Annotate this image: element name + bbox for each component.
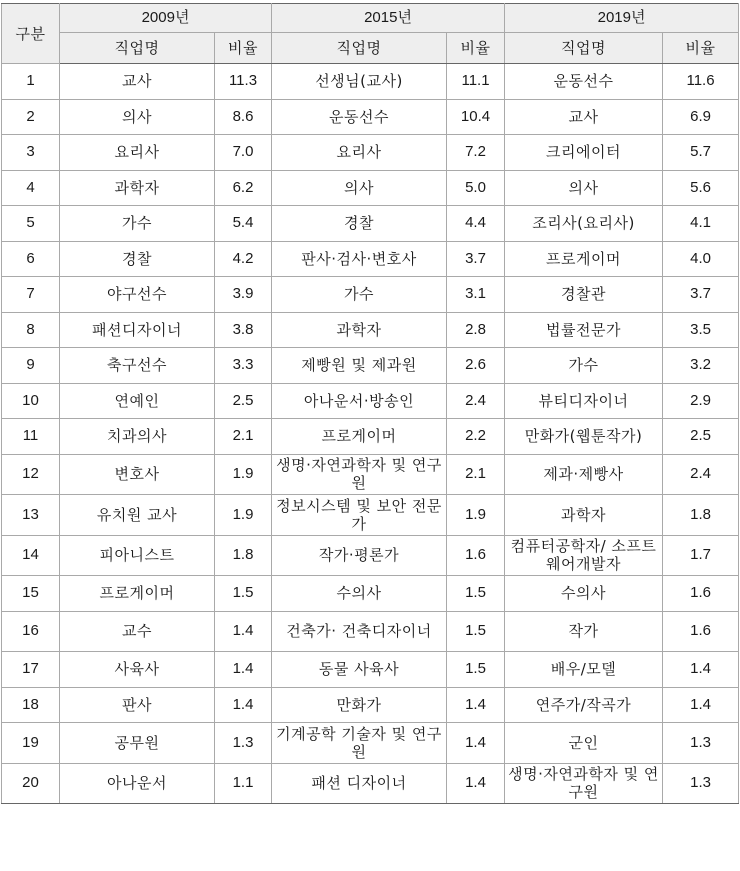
job-header-2015: 직업명 [272,33,447,64]
ratio-cell-2015: 1.6 [447,535,505,576]
ratio-cell-2009: 1.9 [215,454,272,495]
ratio-cell-2019: 1.4 [663,652,739,688]
table-row [2,277,739,313]
table-row [2,454,739,495]
job-cell-2015: 운동선수 [272,99,447,135]
table-row [2,576,739,612]
table-row [2,99,739,135]
job-cell-2015: 만화가 [272,687,447,723]
ratio-cell-2015: 5.0 [447,170,505,206]
job-cell-2019: 법률전문가 [505,312,663,348]
ratio-cell-2009: 2.5 [215,383,272,419]
ratio-cell-2019: 1.3 [663,723,739,764]
ratio-cell-2015: 1.4 [447,687,505,723]
ratio-cell-2009: 11.3 [215,64,272,100]
table-row [2,64,739,100]
job-cell-2019: 군인 [505,723,663,764]
rank-cell: 20 [2,763,60,804]
ratio-cell-2009: 3.8 [215,312,272,348]
rank-cell: 5 [2,206,60,242]
job-cell-2019: 프로게이머 [505,241,663,277]
ratio-cell-2019: 2.5 [663,419,739,455]
ratio-cell-2015: 2.4 [447,383,505,419]
table-row [2,383,739,419]
job-cell-2019: 운동선수 [505,64,663,100]
job-cell-2009: 프로게이머 [60,576,215,612]
year-header-2019: 2019년 [505,4,739,33]
table-row [2,312,739,348]
rank-cell: 15 [2,576,60,612]
job-cell-2015: 제빵원 및 제과원 [272,348,447,384]
table-row [2,495,739,536]
job-cell-2019: 수의사 [505,576,663,612]
job-cell-2019: 컴퓨터공학자/ 소프트웨어개발자 [505,535,663,576]
rank-cell: 10 [2,383,60,419]
ratio-cell-2019: 2.9 [663,383,739,419]
year-header-2009: 2009년 [60,4,272,33]
job-cell-2015: 프로게이머 [272,419,447,455]
ratio-cell-2009: 1.4 [215,611,272,652]
job-cell-2009: 변호사 [60,454,215,495]
job-cell-2009: 교사 [60,64,215,100]
job-header-2019: 직업명 [505,33,663,64]
job-cell-2009: 치과의사 [60,419,215,455]
ratio-cell-2019: 5.6 [663,170,739,206]
job-cell-2009: 피아니스트 [60,535,215,576]
category-header: 구분 [2,4,60,64]
job-cell-2019: 제과·제빵사 [505,454,663,495]
table-row [2,206,739,242]
job-cell-2019: 배우/모델 [505,652,663,688]
ratio-cell-2015: 1.9 [447,495,505,536]
ratio-cell-2019: 6.9 [663,99,739,135]
ratio-cell-2015: 3.1 [447,277,505,313]
ratio-cell-2015: 2.6 [447,348,505,384]
rank-cell: 6 [2,241,60,277]
table-row [2,687,739,723]
ratio-cell-2019: 1.4 [663,687,739,723]
ratio-cell-2019: 5.7 [663,135,739,171]
ratio-cell-2009: 1.1 [215,763,272,804]
ratio-cell-2009: 1.5 [215,576,272,612]
rank-cell: 3 [2,135,60,171]
table-header [2,4,739,64]
ratio-cell-2015: 1.4 [447,723,505,764]
job-cell-2019: 작가 [505,611,663,652]
ratio-cell-2019: 2.4 [663,454,739,495]
ratio-cell-2019: 3.2 [663,348,739,384]
job-cell-2015: 요리사 [272,135,447,171]
job-cell-2009: 연예인 [60,383,215,419]
rank-cell: 16 [2,611,60,652]
job-cell-2015: 동물 사육사 [272,652,447,688]
job-cell-2015: 판사·검사·변호사 [272,241,447,277]
ratio-cell-2015: 1.5 [447,576,505,612]
job-cell-2015: 건축가· 건축디자이너 [272,611,447,652]
ratio-cell-2009: 1.8 [215,535,272,576]
table-body [2,64,739,804]
job-cell-2009: 경찰 [60,241,215,277]
job-cell-2019: 조리사(요리사) [505,206,663,242]
table-row [2,611,739,652]
ratio-cell-2015: 10.4 [447,99,505,135]
job-header-2009: 직업명 [60,33,215,64]
ratio-cell-2009: 6.2 [215,170,272,206]
ratio-cell-2015: 1.5 [447,652,505,688]
ratio-cell-2009: 4.2 [215,241,272,277]
job-cell-2019: 크리에이터 [505,135,663,171]
ratio-cell-2019: 1.6 [663,611,739,652]
job-cell-2019: 생명·자연과학자 및 연구원 [505,763,663,804]
rank-cell: 12 [2,454,60,495]
job-cell-2009: 요리사 [60,135,215,171]
rank-cell: 14 [2,535,60,576]
ratio-cell-2019: 11.6 [663,64,739,100]
job-cell-2019: 만화가(웹툰작가) [505,419,663,455]
table-row [2,241,739,277]
table-row [2,170,739,206]
job-cell-2009: 판사 [60,687,215,723]
job-cell-2015: 선생님(교사) [272,64,447,100]
ratio-cell-2015: 7.2 [447,135,505,171]
job-cell-2015: 정보시스템 및 보안 전문가 [272,495,447,536]
job-cell-2015: 경찰 [272,206,447,242]
table-row [2,419,739,455]
ratio-cell-2019: 4.0 [663,241,739,277]
job-cell-2009: 아나운서 [60,763,215,804]
job-cell-2015: 패션 디자이너 [272,763,447,804]
job-cell-2019: 뷰티디자이너 [505,383,663,419]
rank-cell: 8 [2,312,60,348]
table-row [2,763,739,804]
job-cell-2019: 과학자 [505,495,663,536]
rank-cell: 13 [2,495,60,536]
job-cell-2009: 야구선수 [60,277,215,313]
job-cell-2009: 가수 [60,206,215,242]
ratio-cell-2015: 1.5 [447,611,505,652]
ratio-cell-2009: 5.4 [215,206,272,242]
job-cell-2019: 교사 [505,99,663,135]
job-cell-2015: 과학자 [272,312,447,348]
job-cell-2015: 작가·평론가 [272,535,447,576]
ratio-cell-2019: 3.7 [663,277,739,313]
table-row [2,652,739,688]
table-row [2,348,739,384]
ratio-cell-2019: 1.7 [663,535,739,576]
job-cell-2009: 교수 [60,611,215,652]
job-cell-2009: 의사 [60,99,215,135]
table-row [2,135,739,171]
ratio-cell-2009: 3.9 [215,277,272,313]
rank-cell: 19 [2,723,60,764]
job-cell-2019: 연주가/작곡가 [505,687,663,723]
ratio-cell-2015: 1.4 [447,763,505,804]
ratio-cell-2009: 8.6 [215,99,272,135]
job-cell-2009: 공무원 [60,723,215,764]
job-cell-2015: 수의사 [272,576,447,612]
rank-cell: 18 [2,687,60,723]
ratio-cell-2015: 3.7 [447,241,505,277]
job-cell-2009: 유치원 교사 [60,495,215,536]
ratio-cell-2009: 2.1 [215,419,272,455]
rank-cell: 17 [2,652,60,688]
ratio-cell-2015: 2.2 [447,419,505,455]
ratio-header-2009: 비율 [215,33,272,64]
job-cell-2009: 과학자 [60,170,215,206]
ratio-cell-2015: 11.1 [447,64,505,100]
table-row [2,723,739,764]
ratio-cell-2019: 1.8 [663,495,739,536]
ratio-cell-2015: 2.8 [447,312,505,348]
ratio-header-2015: 비율 [447,33,505,64]
table-row [2,535,739,576]
job-cell-2015: 기계공학 기술자 및 연구원 [272,723,447,764]
job-cell-2019: 가수 [505,348,663,384]
job-cell-2019: 의사 [505,170,663,206]
ratio-cell-2015: 2.1 [447,454,505,495]
ratio-cell-2019: 4.1 [663,206,739,242]
ratio-cell-2019: 1.3 [663,763,739,804]
rank-cell: 2 [2,99,60,135]
rank-cell: 4 [2,170,60,206]
ratio-cell-2009: 1.4 [215,687,272,723]
job-cell-2015: 아나운서·방송인 [272,383,447,419]
year-header-2015: 2015년 [272,4,505,33]
rank-cell: 9 [2,348,60,384]
ratio-cell-2019: 3.5 [663,312,739,348]
ratio-cell-2009: 3.3 [215,348,272,384]
job-cell-2019: 경찰관 [505,277,663,313]
rank-cell: 1 [2,64,60,100]
job-cell-2015: 의사 [272,170,447,206]
job-cell-2015: 가수 [272,277,447,313]
rank-cell: 11 [2,419,60,455]
ratio-cell-2019: 1.6 [663,576,739,612]
job-preference-table [1,3,739,804]
ratio-cell-2015: 4.4 [447,206,505,242]
job-cell-2009: 패션디자이너 [60,312,215,348]
ratio-cell-2009: 1.3 [215,723,272,764]
ratio-header-2019: 비율 [663,33,739,64]
job-cell-2015: 생명·자연과학자 및 연구원 [272,454,447,495]
job-cell-2009: 사육사 [60,652,215,688]
ratio-cell-2009: 1.9 [215,495,272,536]
ratio-cell-2009: 1.4 [215,652,272,688]
rank-cell: 7 [2,277,60,313]
job-cell-2009: 축구선수 [60,348,215,384]
ratio-cell-2009: 7.0 [215,135,272,171]
